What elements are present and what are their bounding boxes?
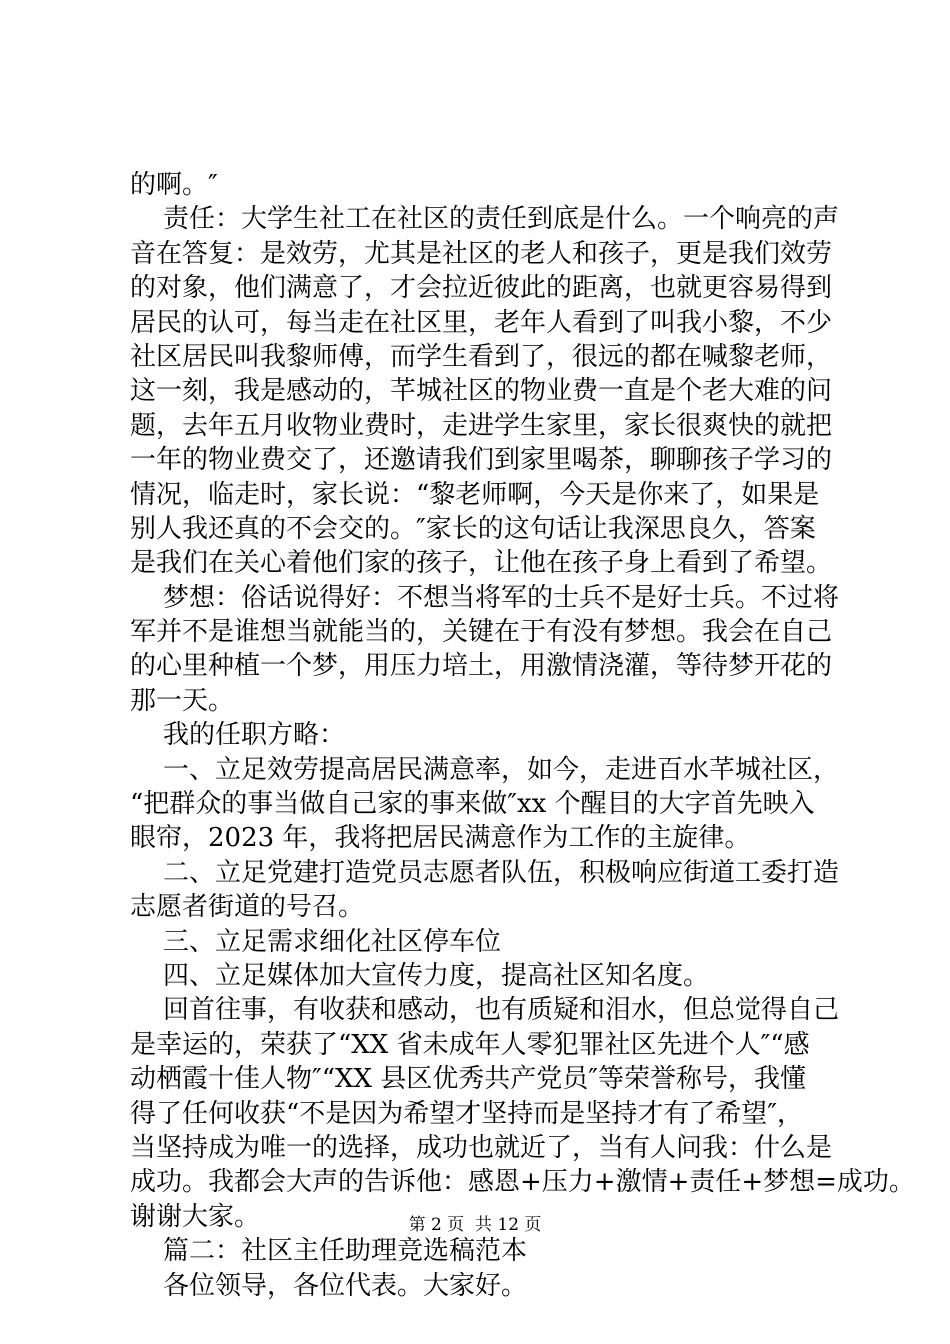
text-line: 三、立足需求细化社区停车位: [130, 926, 502, 957]
text-line: “把群众的事当做自己家的事来做″xx 个醒目的大字首先映入: [130, 789, 815, 820]
text-line: 二、立足党建打造党员志愿者队伍，积极响应街道工委打造: [130, 857, 840, 888]
text-line: 的啊。″: [130, 170, 218, 200]
text-line: 得了任何收获“不是因为希望才坚持而是坚持才有了希望″，: [130, 1098, 804, 1129]
text-line: 军并不是谁想当就能当的，关键在于有没有梦想。我会在自己: [130, 617, 833, 648]
text-line: 居民的认可，每当走在社区里，老年人看到了叫我小黎，不少: [130, 307, 833, 338]
text-line: 的心里种植一个梦，用压力培土，用激情浇灌，等待梦开花的: [130, 651, 833, 682]
text-line: 别人我还真的不会交的。″家长的这句话让我深思良久，答案: [130, 513, 816, 544]
document-body: [130, 168, 915, 1303]
text-line: 音在答复：是效劳，尤其是社区的老人和孩子，更是我们效劳: [130, 238, 833, 269]
text-line: 成功。我都会大声的告诉他：感恩+压力+激情+责任+梦想=成功。: [130, 1167, 915, 1198]
text-line: 动栖霞十佳人物″“XX 县区优秀共产党员″等荣誉称号，我懂: [130, 1064, 807, 1095]
text-line: 梦想：俗话说得好：不想当将军的士兵不是好士兵。不过将: [130, 582, 840, 613]
text-line: 一年的物业费交了，还邀请我们到家里喝茶，聊聊孩子学习的: [130, 445, 833, 476]
text-line: 责任：大学生社工在社区的责任到底是什么。一个响亮的声: [130, 204, 840, 235]
text-line: 社区居民叫我黎师傅，而学生看到了，很远的都在喊黎老师，: [130, 341, 833, 372]
text-line: 四、立足媒体加大宣传力度，提高社区知名度。: [130, 960, 710, 991]
text-line: 这一刻，我是感动的，芊城社区的物业费一直是个老大难的问: [130, 376, 833, 407]
text-line: 谢谢大家。: [130, 1201, 261, 1232]
text-line: 回首往事，有收获和感动，也有质疑和泪水，但总觉得自己: [130, 995, 840, 1026]
text-line: 那一天。: [130, 685, 235, 716]
text-line: 眼帘，2023 年，我将把居民满意作为工作的主旋律。: [130, 823, 751, 854]
text-line: 是幸运的，荣获了“XX 省未成年人零犯罪社区先进个人″“感: [130, 1029, 810, 1060]
text-line: 各位领导，各位代表。大家好。: [130, 1270, 528, 1301]
text-line: 的对象，他们满意了，才会拉近彼此的距离，也就更容易得到: [130, 273, 833, 304]
text-line: 情况，临走时，家长说：“黎老师啊，今天是你来了，如果是: [130, 479, 820, 510]
text-line: 是我们在关心着他们家的孩子，让他在孩子身上看到了希望。: [130, 548, 833, 579]
text-line: 题，去年五月收物业费时，走进学生家里，家长很爽快的就把: [130, 410, 833, 441]
text-line: 志愿者街道的号召。: [130, 892, 365, 923]
text-line: 篇二：社区主任助理竞选稿范本: [130, 1236, 528, 1267]
text-line: 我的任职方略：: [130, 720, 346, 751]
text-line: 当坚持成为唯一的选择，成功也就近了，当有人问我：什么是: [130, 1132, 833, 1163]
text-line: 一、立足效劳提高居民满意率，如今，走进百水芊城社区，: [130, 754, 840, 785]
page-footer: 第 2 页 共 12 页: [408, 1215, 542, 1235]
